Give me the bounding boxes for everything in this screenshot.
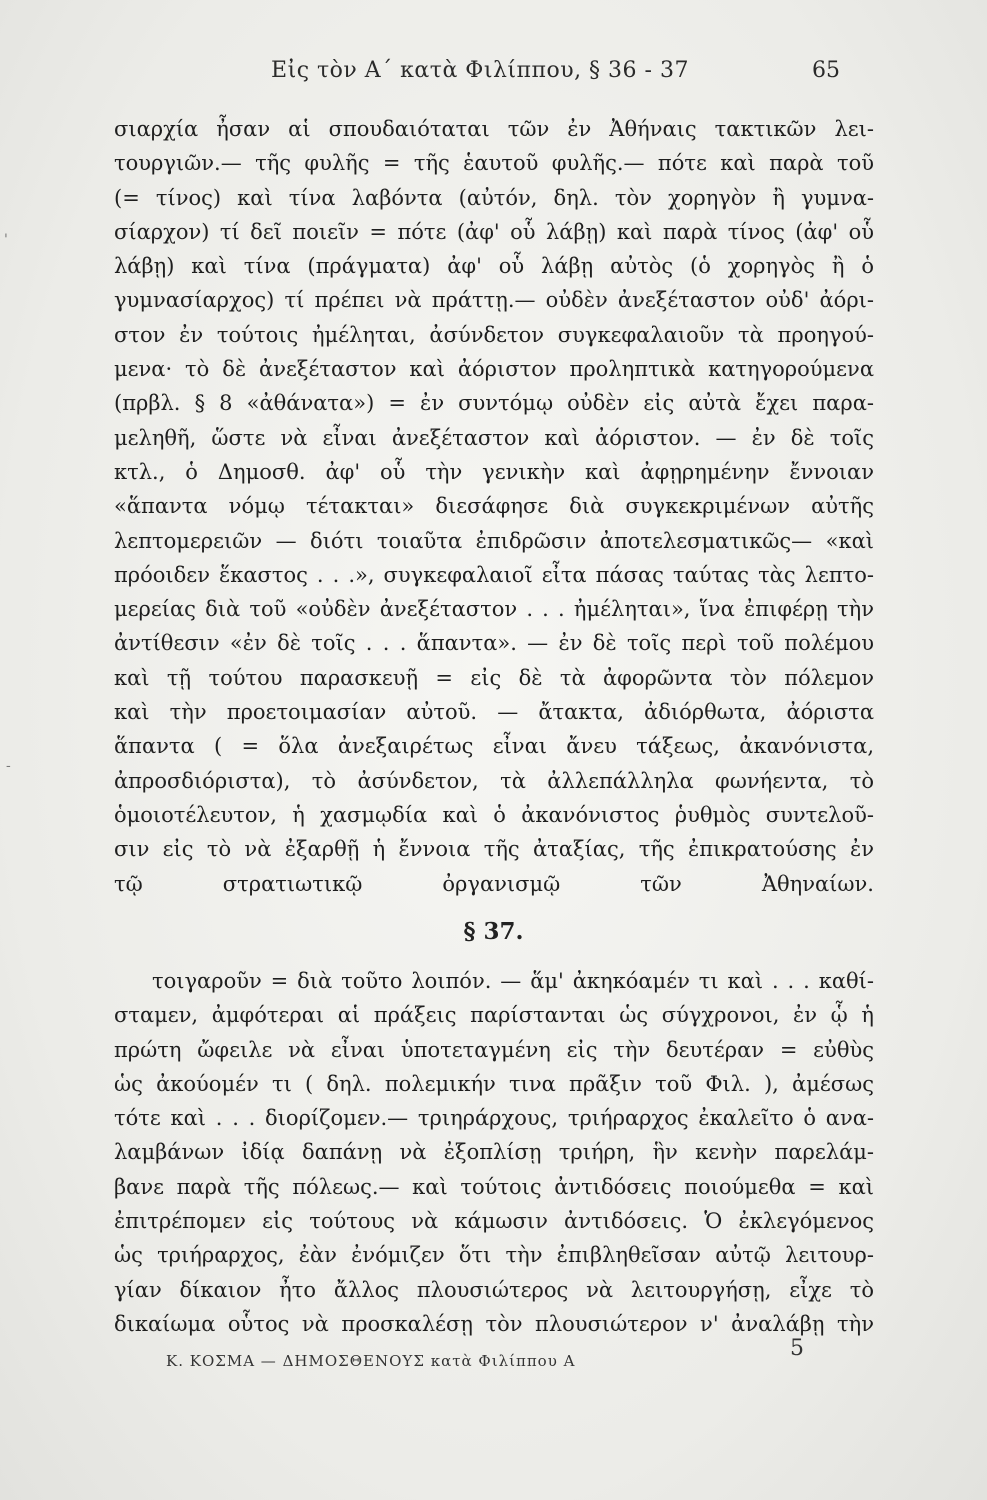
text-line: λαμβάνων ἰδίᾳ δαπάνῃ νὰ ἐξοπλίσῃ τριήρη, ἣν κενὴν παρελάμ- <box>114 1140 874 1165</box>
text-line: σίαρχον) τί δεῖ ποιεῖν = πότε (ἀφ' οὗ λάβῃ) καὶ παρὰ τίνος (ἀφ' οὗ <box>114 219 874 244</box>
text-line: γυμνασίαρχος) τί πρέπει νὰ πράττῃ.— οὐδὲν ἀνεξέταστον οὐδ' ἀόρι- <box>114 288 874 313</box>
text-line: μερείας διὰ τοῦ «οὐδὲν ἀνεξέταστον . . . ἠμέληται», ἵνα ἐπιφέρῃ τὴν <box>114 597 874 622</box>
text-line: βανε παρὰ τῆς πόλεως.— καὶ τούτοις ἀντιδόσεις ποιούμεθα = καὶ <box>114 1174 874 1199</box>
text-line: ἀντίθεσιν «ἐν δὲ τοῖς . . . ἅπαντα». — ἐν δὲ τοῖς περὶ τοῦ πολέμου <box>114 631 874 656</box>
text-line: πρώτη ὤφειλε νὰ εἶναι ὑποτεταγμένη εἰς τὴν δευτέραν = εὐθὺς <box>114 1037 874 1062</box>
text-line: πρόοιδεν ἕκαστος . . .», συγκεφαλαιοῖ εἶτα πάσας ταύτας τὰς λεπτο- <box>114 562 874 587</box>
text-line: «ἅπαντα νόμῳ τέτακται» διεσάφησε διὰ συγκεκριμένων αὐτῆς <box>114 494 874 519</box>
text-line: λεπτομερειῶν — διότι τοιαῦτα ἐπιδρῶσιν ἀποτελεσματικῶς— «καὶ <box>114 528 874 553</box>
running-head: Εἰς τὸν Α΄ κατὰ Φιλίππου, § 36 - 37 <box>271 58 689 83</box>
gathering-number: 5 <box>790 1336 804 1361</box>
text-line: μεληθῆ, ὥστε νὰ εἶναι ἀνεξέταστον καὶ ἀόριστον. — ἐν δὲ τοῖς <box>114 425 874 450</box>
text-line: γίαν δίκαιον ἦτο ἄλλος πλουσιώτερος νὰ λειτουργήσῃ, εἶχε τὸ <box>114 1277 874 1302</box>
text-line: (πρβλ. § 8 «ἀθάνατα») = ἐν συντόμῳ οὐδὲν εἰς αὐτὰ ἔχει παρα- <box>114 391 874 416</box>
commentary-text <box>114 112 874 935</box>
text-line: καὶ τὴν προετοιμασίαν αὐτοῦ. — ἄτακτα, ἀδιόρθωτα, ἀόριστα <box>114 700 874 725</box>
text-line: ἅπαντα ( = ὅλα ἀνεξαιρέτως εἶναι ἄνευ τάξεως, ἀκανόνιστα, <box>114 734 874 759</box>
text-line: σταμεν, ἀμφότεραι αἱ πράξεις παρίστανται ὡς σύγχρονοι, ἐν ᾧ ἡ <box>114 1003 874 1028</box>
text-line: τοιγαροῦν = διὰ τοῦτο λοιπόν. — ἅμ' ἀκηκόαμέν τι καὶ . . . καθί- <box>152 969 874 993</box>
section-text <box>114 964 874 1341</box>
text-line: καὶ τῇ τούτου παρασκευῇ = εἰς δὲ τὰ ἀφορῶντα τὸν πόλεμον <box>114 665 874 690</box>
text-line: στον ἐν τούτοις ἠμέληται, ἀσύνδετον συγκεφαλαιοῦν τὰ προηγού- <box>114 322 874 347</box>
text-line: τότε καὶ . . . διορίζομεν.— τριηράρχους, τριήραρχος ἐκαλεῖτο ὁ ανα- <box>114 1106 874 1131</box>
text-line: σιαρχία ἦσαν αἱ σπουδαιόταται τῶν ἐν Ἀθήναις τακτικῶν λει- <box>114 117 874 141</box>
text-line: ὡς ἀκούομέν τι ( δηλ. πολεμικήν τινα πρᾶξιν τοῦ Φιλ. ), ἀμέσως <box>114 1071 874 1096</box>
page-number: 65 <box>812 58 840 83</box>
section-heading: § 37. <box>463 918 524 945</box>
text-line: σιν εἰς τὸ νὰ ἐξαρθῇ ἡ ἔννοια τῆς ἀταξίας, τῆς ἐπικρατούσης ἐν <box>114 837 874 862</box>
printer-signature: Κ. ΚΟΣΜΑ — ΔΗΜΟΣΘΕΝΟΥΣ κατὰ Φιλίππου Α <box>166 1352 576 1370</box>
text-line: (= τίνος) καὶ τίνα λαβόντα (αὐτόν, δηλ. τὸν χορηγὸν ἢ γυμνα- <box>114 185 874 210</box>
text-line: μενα· τὸ δὲ ἀνεξέταστον καὶ ἀόριστον προληπτικὰ κατηγορούμενα <box>114 357 874 382</box>
text-line: ὁμοιοτέλευτον, ἡ χασμῳδία καὶ ὁ ἀκανόνιστος ῥυθμὸς συντελοῦ- <box>114 802 874 827</box>
text-line: τουργιῶν.— τῆς φυλῆς = τῆς ἑαυτοῦ φυλῆς.— πότε καὶ παρὰ τοῦ <box>114 151 874 176</box>
margin-tick-icon: - <box>6 758 11 774</box>
margin-tick-icon: ' <box>4 232 8 248</box>
text-line: δικαίωμα οὗτος νὰ προσκαλέσῃ τὸν πλουσιώτερον ν' ἀναλάβῃ τὴν <box>114 1311 874 1336</box>
text-line: κτλ., ὁ Δημοσθ. ἀφ' οὗ τὴν γενικὴν καὶ ἀφῃρημένην ἔννοιαν <box>114 459 874 484</box>
text-line: λάβῃ) καὶ τίνα (πράγματα) ἀφ' οὗ λάβῃ αὐτὸς (ὁ χορηγὸς ἢ ὁ <box>114 254 874 279</box>
text-line: ἀπροσδιόριστα), τὸ ἀσύνδετον, τὰ ἀλλεπάλληλα φωνήεντα, τὸ <box>114 768 874 793</box>
text-line: τῷ στρατιωτικῷ ὀργανισμῷ τῶν Ἀθηναίων. <box>114 871 874 896</box>
text-line: ὡς τριήραρχος, ἐὰν ἐνόμιζεν ὅτι τὴν ἐπιβληθεῖσαν αὐτῷ λειτουρ- <box>114 1243 874 1268</box>
text-line: ἐπιτρέπομεν εἰς τούτους νὰ κάμωσιν ἀντιδόσεις. Ὁ ἐκλεγόμενος <box>114 1209 874 1234</box>
